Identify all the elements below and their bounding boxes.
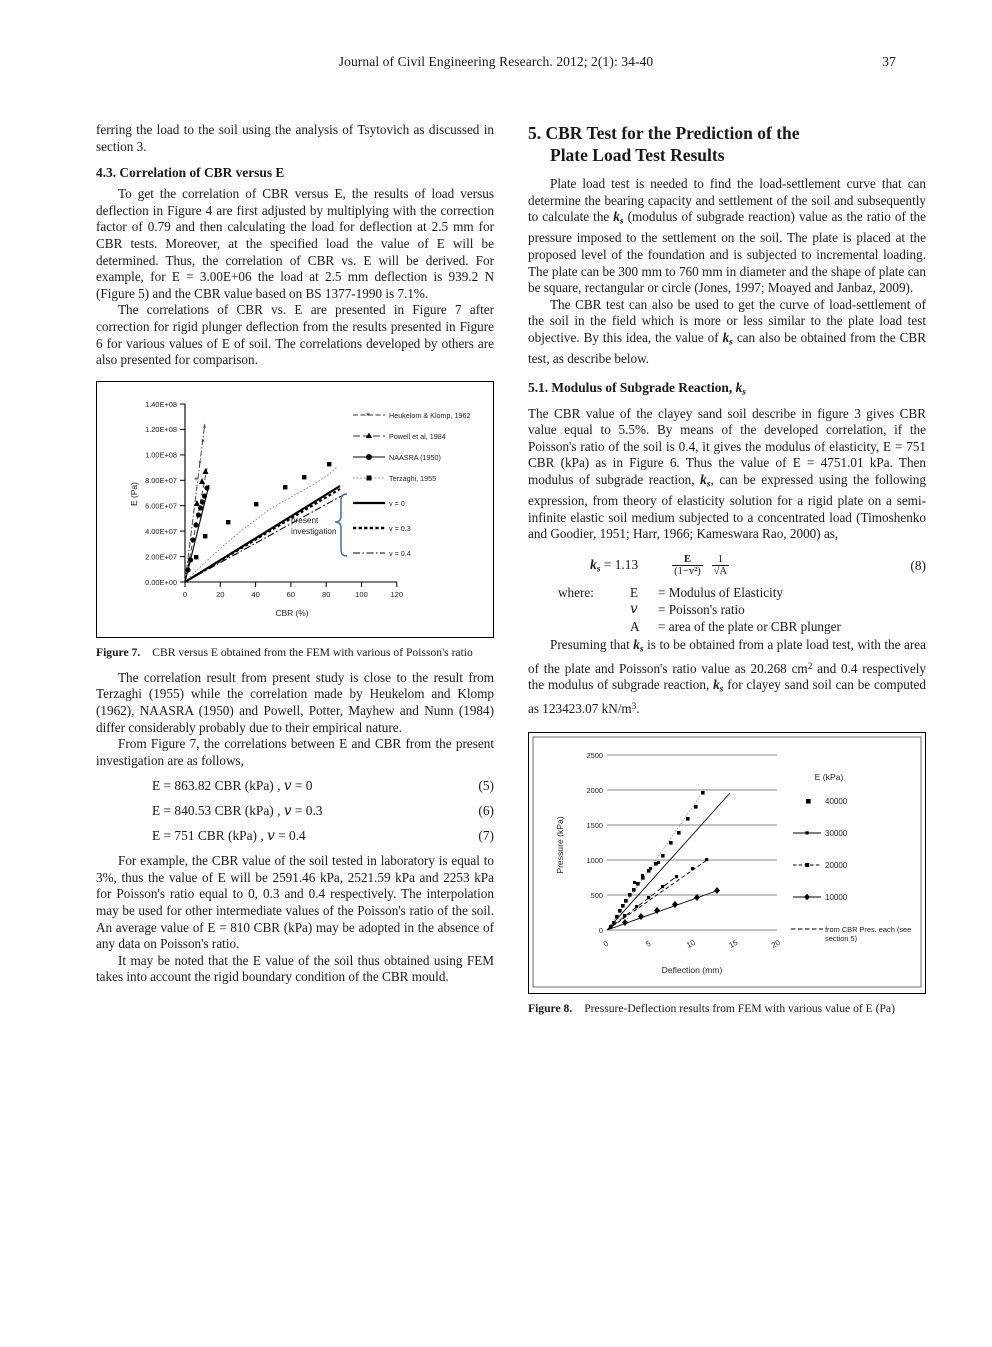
figure-8-legend-title: E (kPa) <box>814 771 844 782</box>
equation-6-row <box>96 803 494 819</box>
paragraph-modulus-subgrade-a: The CBR value of the clayey sand soil describe in figure 3 gives CBR value equal to 5.5%. By means of the developed correlation, if the Poisson's ratio of the soil is 0.4, it gives the modulus of elasticity, E = 751 CBR (kPa) as in Figure 6. Thus the value of E = 4751.01 kPa. Then modulus of subgrade reaction, <box>528 405 926 487</box>
heading-5-1-symbol: $k_s$ <box>735 379 747 398</box>
svg-text:*: * <box>201 437 205 446</box>
paragraph-correlation-list-intro: From Figure 7, the correlations between E and CBR from the present investigation are as follows, <box>96 736 494 768</box>
figure-7-caption <box>96 646 494 660</box>
paragraph-carryover: ferring the load to the soil using the analysis of Tsytovich as discussed in section 3. <box>96 122 494 154</box>
ks-symbol-inline-5: $k_s$ <box>713 677 724 695</box>
figure-8-legend-item-30000: 30000 <box>825 828 848 838</box>
svg-text:*: * <box>366 411 370 421</box>
svg-text:40: 40 <box>251 589 260 599</box>
figure-8-caption-text: Pressure-Deflection results from FEM with various value of E (Pa) <box>584 1001 895 1015</box>
svg-text:1.00E+08: 1.00E+08 <box>145 450 177 460</box>
ks-symbol-inline-2: $k_s$ <box>722 330 733 348</box>
figure-8-chart <box>529 733 925 991</box>
svg-text:5: 5 <box>644 938 653 949</box>
ks-symbol-inline-3: $k_s$ <box>700 471 711 490</box>
heading-4-3: 4.3. Correlation of CBR versus E <box>96 165 285 181</box>
svg-text:1500: 1500 <box>586 820 603 830</box>
svg-text:Powell et al, 1984: Powell et al, 1984 <box>389 431 446 441</box>
figure-8-xlabel: Deflection (mm) <box>661 964 723 975</box>
figure-7-xlabel: CBR (%) <box>275 607 309 618</box>
figure-7-container <box>96 381 494 638</box>
figure-8-container <box>528 732 926 994</box>
figure-7-label: Figure 7. <box>96 645 141 659</box>
page-number: 37 <box>882 54 896 69</box>
svg-text:15: 15 <box>727 937 740 950</box>
equation-8-frac1-den: (1−v²) <box>674 566 701 578</box>
equation-6-rhs: = 0.3 <box>294 803 323 819</box>
figure-8-caption <box>528 1002 926 1016</box>
figure-7-chart <box>97 382 493 635</box>
svg-text:1.40E+08: 1.40E+08 <box>145 399 177 409</box>
right-column <box>528 122 926 1297</box>
paragraph-fem-note: It may be noted that the E value of the soil thus obtained using FEM takes into account the rigid boundary condition of the CBR mould. <box>96 952 494 985</box>
where-row-2 <box>528 618 926 635</box>
running-head <box>96 54 896 70</box>
where-symbol-A: A <box>630 618 640 634</box>
equation-6-lhs: E = 840.53 CBR (kPa) , <box>152 803 281 819</box>
equation-5-lhs: E = 863.82 CBR (kPa) , <box>152 778 281 794</box>
svg-text:100: 100 <box>355 589 368 599</box>
svg-text:*: * <box>202 423 207 432</box>
paragraph-presuming-c: and 0.4 respectively the modulus of subgrade reaction, <box>528 660 926 693</box>
equation-6-number: (6) <box>478 803 494 819</box>
where-symbol-E: E <box>630 584 639 600</box>
svg-text:Heukelom & Klomp, 1962: Heukelom & Klomp, 1962 <box>389 410 471 420</box>
equation-7-lhs: E = 751 CBR (kPa) , <box>152 828 264 844</box>
paragraph-correlations-presented: The correlations of CBR vs. E are presented in Figure 7 after correction for rigid plunger deflection from the results presented in Figure 6 for various values of E of soil. The correlations developed by others are also presented for comparison. <box>96 302 494 368</box>
figure-7-annotation-line1: present <box>291 515 319 525</box>
figure-8-legend-item-20000: 20000 <box>825 860 848 870</box>
heading-section-5 <box>528 122 926 166</box>
svg-text:10: 10 <box>684 937 697 950</box>
svg-text:1.20E+08: 1.20E+08 <box>145 424 177 434</box>
figure-7-annotation-line2: investigation <box>291 526 337 536</box>
svg-text:6.00E+07: 6.00E+07 <box>145 501 177 511</box>
svg-text:0: 0 <box>601 938 610 949</box>
equation-8-number: (8) <box>910 557 926 573</box>
where-definition-A: = area of the plate or CBR plunger <box>658 618 841 634</box>
figure-8-legend-item-cbr-line2: section 5) <box>825 933 858 943</box>
paragraph-example-values: For example, the CBR value of the soil tested in laboratory is equal to 3%, thus the value of E will be 2591.46 kPa, 2521.59 kPa and 2253 kPa for Poisson's ratio equal to 0, 0.3 and 0.4 respectively. The interpolation may be used for other intermediate values of the Poisson's ratio of the soil. An average value of E = 810 CBR (kPa) may be adopted in the absence of any data on Poisson's ratio. <box>96 853 494 952</box>
equation-8-lhs: $k_s = 1.13$ <box>590 556 639 575</box>
svg-text:20: 20 <box>216 589 225 599</box>
superscript-3: 3 <box>631 701 637 712</box>
equation-7-number: (7) <box>478 828 494 844</box>
where-definition-E: = Modulus of Elasticity <box>658 584 784 600</box>
svg-text:0.00E+00: 0.00E+00 <box>145 577 177 587</box>
equation-8-fraction-2 <box>712 554 729 578</box>
figure-7-caption-text: CBR versus E obtained from the FEM with various of Poisson's ratio <box>152 645 473 659</box>
svg-text:8.00E+07: 8.00E+07 <box>145 475 177 485</box>
svg-text:20: 20 <box>769 937 782 950</box>
journal-citation: Journal of Civil Engineering Research. 2012; 2(1): 34-40 <box>338 54 654 69</box>
figure-8-legend <box>791 772 911 943</box>
paragraph-presuming-b: is to be obtained from a plate load test, with the area of the plate and Poisson's ratio value as 20.268 cm <box>528 636 926 676</box>
ks-symbol-inline-1: $k_s$ <box>613 209 624 227</box>
svg-text:60: 60 <box>286 589 296 599</box>
where-label: where: <box>558 584 594 600</box>
equation-8-frac1-num: E <box>683 554 691 566</box>
superscript-2: 2 <box>807 660 813 671</box>
paragraph-comparison: The correlation result from present study is close to the result from Terzaghi (1955) while the correlation made by Heukelom and Klomp (1962), NAASRA (1950) and Powell, Potter, Mayhew and Nunn (1984) differ considerably probably due to their empirical nature. <box>96 669 494 735</box>
figure-8-legend-item-cbr-line1: from CBR Pres. each (see <box>825 924 912 934</box>
svg-text:1000: 1000 <box>586 855 603 865</box>
equation-5-number: (5) <box>478 778 494 794</box>
left-column <box>96 122 494 1297</box>
svg-text:4.00E+07: 4.00E+07 <box>145 526 177 536</box>
svg-text:Terzaghi, 1955: Terzaghi, 1955 <box>389 473 437 483</box>
heading-section-5-line1: 5. CBR Test for the Prediction of the <box>528 123 800 143</box>
heading-5-1 <box>528 380 926 401</box>
equation-6-symbol: v <box>283 803 292 820</box>
figure-8-legend-item-40000: 40000 <box>825 796 848 806</box>
figure-8-series-30000 <box>607 793 730 930</box>
paragraph-modulus-subgrade-b: , can be expressed using the following expression, from theory of elasticity solution for a rigid plate on a semi-infinite elastic soil medium subjected to a concentrated load (Timoshenko and Goodier, 1951; Harr, 1966; Kameswara Rao, 2000) as, <box>528 471 926 542</box>
svg-text:2000: 2000 <box>586 785 603 795</box>
svg-text:v = 0.4: v = 0.4 <box>389 548 411 558</box>
equation-8-row <box>528 554 926 578</box>
paragraph-cbr-curve-a: The CBR test can also be used to get the curve of load-settlement of the soil in the field which is more or less similar to the plate load test objective. By this idea, the value of <box>528 296 926 345</box>
heading-section-5-line2: Plate Load Test Results <box>550 145 725 165</box>
figure-7-ylabel: E (Pa) <box>129 481 139 506</box>
figure-7-legend <box>291 411 471 558</box>
paragraph-plate-load-test-b: (modulus of subgrade reaction) value as the ratio of the pressure imposed to the settlement on the soil. The plate is placed at the proposed level of the foundation and is subjected to incremental loading. The plate can be 300 mm to 760 mm in diameter and the shape of plate can be square, rectangular or circle (Jones, 1997; Moayed and Janbaz, 2009). <box>528 209 926 296</box>
paragraph-presuming-d: for clayey sand soil can be computed as 123423.07 kN/m <box>528 677 926 717</box>
svg-text:500: 500 <box>590 890 603 900</box>
svg-text:NAASRA (1950): NAASRA (1950) <box>389 452 441 462</box>
svg-text:80: 80 <box>321 589 331 599</box>
equation-7-rhs: = 0.4 <box>278 828 306 844</box>
equation-7-symbol: v <box>267 828 275 845</box>
paragraph-presuming-a: Presuming that <box>550 636 634 652</box>
equation-7-row <box>96 828 494 844</box>
equation-5-row <box>96 778 494 794</box>
equation-5-symbol: v <box>283 778 292 795</box>
paragraph-cbr-curve-b: can also be obtained from the CBR test, as describe below. <box>528 330 926 367</box>
paragraph-correlation-intro: To get the correlation of CBR versus E, the results of load versus deflection in Figure 4 are first adjusted by multiplying with the correction factor of 0.79 and then calculating the load for deflection at 2.5 mm for CBR tests. Moreover, at the specified load the value of E will be determined. Thus, the correlation of CBR vs. E will be derived. For example, for E = 3.00E+06 the load at 2.5 mm deflection is 939.2 N (Figure 5) and the CBR value based on BS 1377-1990 is 7.1%. <box>96 186 494 301</box>
paragraph-modulus-subgrade <box>528 406 926 543</box>
paragraph-cbr-curve <box>528 297 926 368</box>
ks-symbol-inline-4: $k_s$ <box>633 636 644 655</box>
figure-8-legend-item-10000: 10000 <box>825 892 848 902</box>
two-column-body <box>96 122 926 1297</box>
equation-8-frac2-num: 1 <box>717 552 724 565</box>
where-definition-v: = Poisson's ratio <box>658 601 745 617</box>
equation-5-rhs: = 0 <box>294 778 313 794</box>
svg-text:v = 0.3: v = 0.3 <box>389 523 411 533</box>
svg-text:2.00E+07: 2.00E+07 <box>145 552 177 562</box>
where-row-1 <box>528 601 926 618</box>
svg-text:0: 0 <box>182 589 188 599</box>
svg-text:120: 120 <box>390 589 404 599</box>
figure-8-label: Figure 8. <box>528 1001 573 1015</box>
paragraph-plate-load-test-a: Plate load test is needed to find the load-settlement curve that can determine the bearing capacity and settlement of the soil and subsequently to calculate the <box>528 176 926 225</box>
svg-text:*: * <box>198 458 202 467</box>
equation-8-frac2-den: √A <box>713 566 728 578</box>
paragraph-plate-load-test <box>528 176 926 297</box>
where-row-0 <box>528 584 926 601</box>
heading-5-1-text: 5.1. Modulus of Subgrade Reaction, <box>528 379 736 395</box>
equation-8-where-block <box>528 584 926 635</box>
svg-text:v = 0: v = 0 <box>389 498 405 508</box>
paragraph-presuming-e: . <box>636 701 640 717</box>
equation-8-fractions <box>672 554 729 578</box>
svg-text:2500: 2500 <box>586 750 603 760</box>
svg-text:*: * <box>194 475 198 484</box>
figure-7-series-v04 <box>185 494 345 582</box>
svg-text:0: 0 <box>598 925 603 935</box>
where-symbol-v: v <box>630 600 638 617</box>
equation-8-fraction-1 <box>672 554 703 577</box>
figure-8-ylabel: Pressure (kPa) <box>555 816 565 874</box>
paragraph-presuming-ks <box>528 637 926 718</box>
